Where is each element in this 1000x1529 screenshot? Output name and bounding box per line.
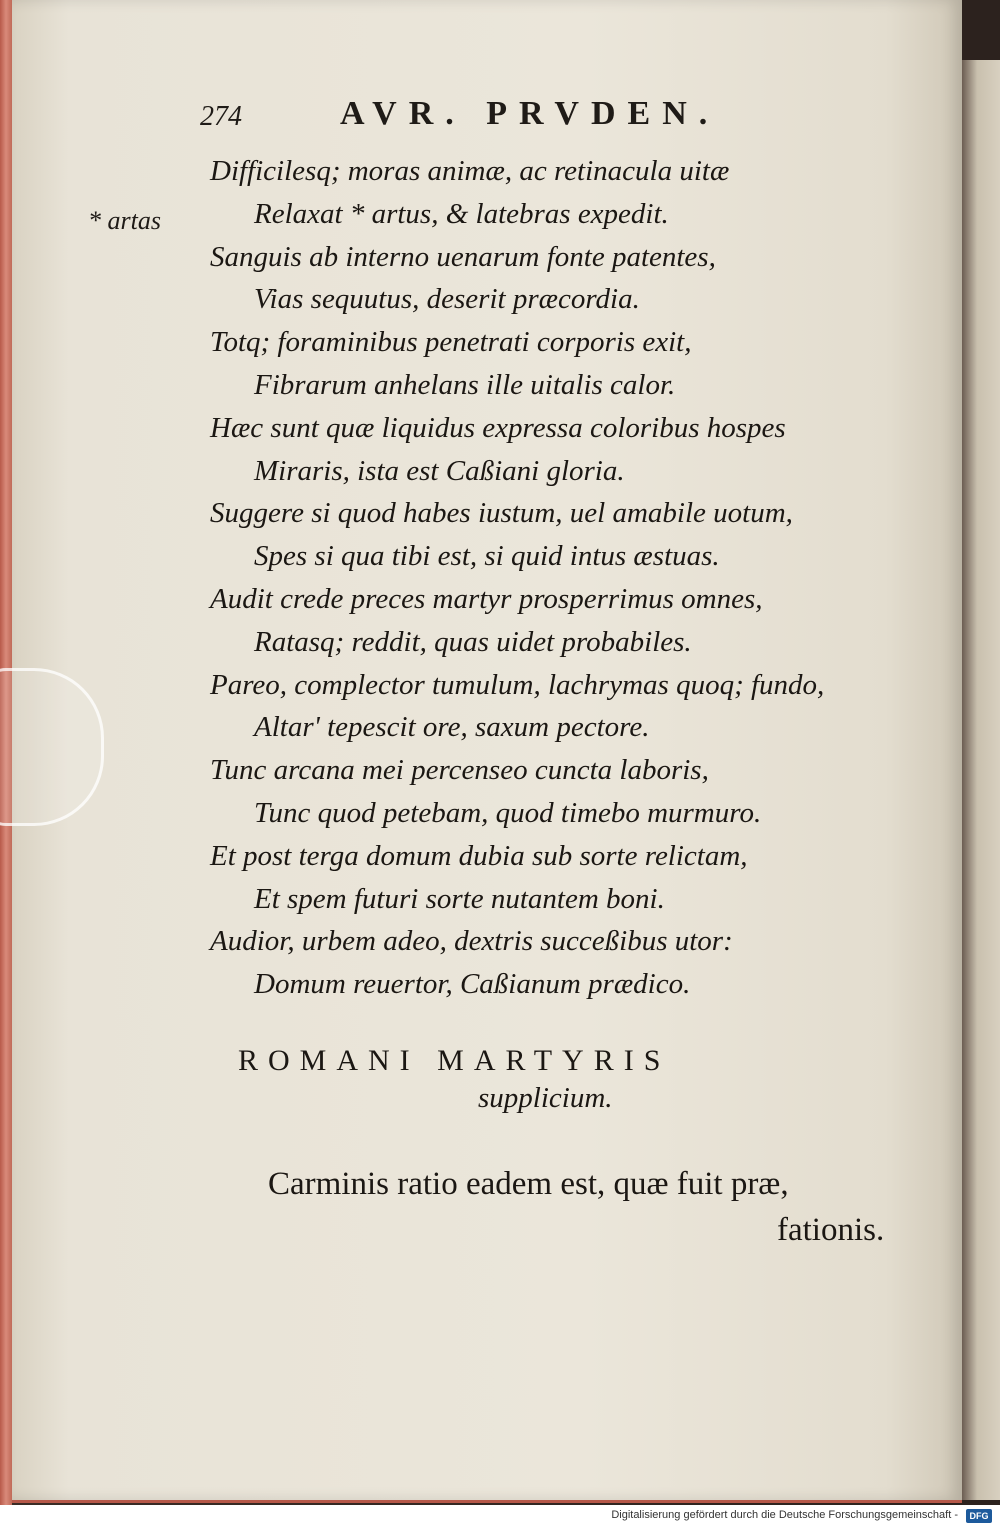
- page-header: [200, 95, 800, 139]
- verse-line: Domum reuertor, Caßianum prædico.: [254, 968, 691, 1001]
- footer-bar: [0, 1505, 1000, 1529]
- running-head: AVR. PRVDEN.: [340, 95, 720, 132]
- verse-line: Et spem futuri sorte nutantem boni.: [254, 882, 665, 915]
- verse-line: Suggere si quod habes iustum, uel amabile uotum,: [210, 497, 793, 530]
- verse-line: Fibrarum anhelans ille uitalis calor.: [254, 368, 676, 401]
- footer-credit: Digitalisierung gefördert durch die Deutsche Forschungsgemeinschaft -: [611, 1509, 958, 1521]
- verse-line: Miraris, ista est Caßiani gloria.: [254, 454, 625, 487]
- section-subtitle: supplicium.: [478, 1082, 613, 1114]
- page-number: 274: [200, 101, 242, 132]
- margin-note: * artas: [88, 206, 161, 235]
- prose-line: Carminis ratio eadem est, quæ fuit præ,: [268, 1166, 789, 1202]
- next-page-edge: [962, 60, 1000, 1500]
- verse-line: Ratasq; reddit, quas uidet probabiles.: [254, 625, 692, 658]
- verse-line: Pareo, complector tumulum, lachrymas quoq; fundo,: [210, 668, 825, 701]
- prose-line: fationis.: [777, 1212, 885, 1248]
- verse-line: Sanguis ab interno uenarum fonte patentes,: [210, 240, 716, 273]
- verse-line: Audior, urbem adeo, dextris succeßibus utor:: [210, 925, 733, 958]
- verse-line: Relaxat * artus, & latebras expedit.: [254, 197, 669, 230]
- verse-line: Difficilesq; moras animæ, ac retinacula uitæ: [210, 155, 730, 187]
- verse-line: Spes si qua tibi est, si quid intus æstuas.: [254, 540, 720, 573]
- verse-line: Altar' tepescit ore, saxum pectore.: [254, 711, 650, 744]
- verse-line: Tunc quod petebam, quod timebo murmuro.: [254, 796, 762, 829]
- verse-line: Hæc sunt quæ liquidus expressa coloribus hospes: [210, 411, 786, 444]
- verse-block: [210, 150, 830, 1006]
- verse-line: Totq; foraminibus penetrati corporis exit,: [210, 326, 692, 359]
- verse-line: Tunc arcana mei percenseo cuncta laboris,: [210, 754, 709, 787]
- verse-line: Audit crede preces martyr prosperrimus omnes,: [210, 582, 763, 615]
- dfg-logo-icon: DFG: [966, 1509, 992, 1523]
- section-title: ROMANI MARTYRIS: [238, 1044, 671, 1077]
- verse-line: Vias sequutus, deserit præcordia.: [254, 283, 640, 316]
- verse-line: Et post terga domum dubia sub sorte relictam,: [210, 839, 748, 872]
